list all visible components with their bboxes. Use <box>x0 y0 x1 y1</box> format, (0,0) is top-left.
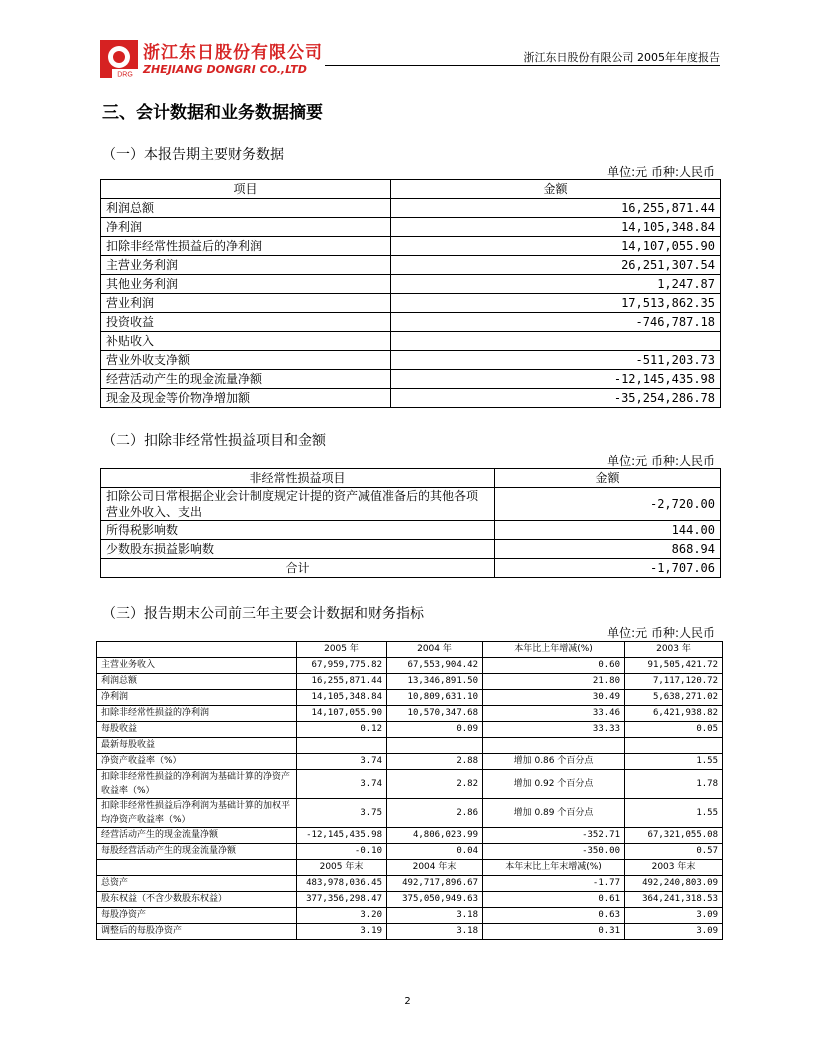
table-row <box>97 722 723 738</box>
row-label: 扣除非经常性损益后的净利润 <box>101 237 391 256</box>
row-label: 净资产收益率（%） <box>97 754 297 770</box>
row-value: 3.74 <box>297 770 387 799</box>
main-financial-table <box>100 179 721 408</box>
table-row <box>97 876 723 892</box>
report-title: 浙江东日股份有限公司 2005年年度报告 <box>523 51 720 64</box>
row-value: 375,050,949.63 <box>387 892 483 908</box>
row-value: 492,717,896.67 <box>387 876 483 892</box>
row-value: -352.71 <box>483 828 625 844</box>
row-label: 利润总额 <box>97 674 297 690</box>
header-cell: 2003 年末 <box>625 860 723 876</box>
header-cell: 2004 年末 <box>387 860 483 876</box>
table-row <box>101 294 721 313</box>
row-value: -350.00 <box>483 844 625 860</box>
table-row <box>101 256 721 275</box>
row-amount: -2,720.00 <box>495 488 721 521</box>
table-row <box>101 351 721 370</box>
table-row <box>101 237 721 256</box>
part2-title: （二）扣除非经常性损益项目和金额 <box>102 433 326 449</box>
row-value: 3.75 <box>297 799 387 828</box>
table-row <box>97 770 723 799</box>
table-header-row <box>101 180 721 199</box>
header-amount: 金额 <box>495 469 721 488</box>
row-value: -12,145,435.98 <box>297 828 387 844</box>
header-cell: 2004 年 <box>387 642 483 658</box>
part1-unit: 单位:元 币种:人民币 <box>607 165 715 179</box>
row-value: 3.20 <box>297 908 387 924</box>
row-value: 3.74 <box>297 754 387 770</box>
row-label: 经营活动产生的现金流量净额 <box>97 828 297 844</box>
table-row <box>97 738 723 754</box>
table-header-row <box>101 469 721 488</box>
table-row <box>101 488 721 521</box>
row-value: 14,107,055.90 <box>297 706 387 722</box>
header-divider <box>325 65 720 66</box>
table-row <box>97 892 723 908</box>
table-row <box>101 275 721 294</box>
row-value: 6,421,938.82 <box>625 706 723 722</box>
row-value: 5,638,271.02 <box>625 690 723 706</box>
row-amount: -511,203.73 <box>391 351 721 370</box>
total-amount: -1,707.06 <box>495 559 721 578</box>
part1-title: （一）本报告期主要财务数据 <box>102 147 284 163</box>
row-value: 14,105,348.84 <box>297 690 387 706</box>
page-header <box>100 36 720 80</box>
row-value: 0.63 <box>483 908 625 924</box>
row-value <box>297 738 387 754</box>
row-value: 2.86 <box>387 799 483 828</box>
row-value: 0.04 <box>387 844 483 860</box>
row-amount: 16,255,871.44 <box>391 199 721 218</box>
row-value: 0.31 <box>483 924 625 940</box>
row-value: 0.57 <box>625 844 723 860</box>
table-row <box>101 370 721 389</box>
row-value: 10,809,631.10 <box>387 690 483 706</box>
company-logo-icon <box>100 40 138 78</box>
table-row <box>101 218 721 237</box>
row-value: 1.78 <box>625 770 723 799</box>
row-value: 3.19 <box>297 924 387 940</box>
row-amount: 17,513,862.35 <box>391 294 721 313</box>
row-label: 利润总额 <box>101 199 391 218</box>
row-value: 10,570,347.68 <box>387 706 483 722</box>
row-label: 少数股东损益影响数 <box>101 540 495 559</box>
row-label: 投资收益 <box>101 313 391 332</box>
row-label: 经营活动产生的现金流量净额 <box>101 370 391 389</box>
row-amount: -35,254,286.78 <box>391 389 721 408</box>
part3-unit: 单位:元 币种:人民币 <box>607 626 715 640</box>
table-row <box>101 540 721 559</box>
row-value <box>483 738 625 754</box>
header-amount: 金额 <box>391 180 721 199</box>
row-value: 492,240,803.09 <box>625 876 723 892</box>
logo-mark-text: DRG <box>117 71 133 78</box>
row-label: 其他业务利润 <box>101 275 391 294</box>
row-label: 扣除非经常性损益后净利润为基础计算的加权平均净资产收益率（%） <box>97 799 297 828</box>
header-cell <box>97 642 297 658</box>
table-row <box>97 828 723 844</box>
row-value: 33.46 <box>483 706 625 722</box>
header-cell: 2005 年 <box>297 642 387 658</box>
row-value: 3.18 <box>387 908 483 924</box>
row-label: 每股经营活动产生的现金流量净额 <box>97 844 297 860</box>
row-value: 13,346,891.50 <box>387 674 483 690</box>
row-amount: -12,145,435.98 <box>391 370 721 389</box>
row-label: 主营业务收入 <box>97 658 297 674</box>
row-label: 补贴收入 <box>101 332 391 351</box>
part3-title: （三）报告期末公司前三年主要会计数据和财务指标 <box>102 606 424 622</box>
row-value: 364,241,318.53 <box>625 892 723 908</box>
row-value: 3.09 <box>625 908 723 924</box>
table-row <box>101 313 721 332</box>
row-value: 21.80 <box>483 674 625 690</box>
row-value: 增加 0.89 个百分点 <box>483 799 625 828</box>
row-value: 0.60 <box>483 658 625 674</box>
table-row <box>101 389 721 408</box>
row-value: 67,321,055.08 <box>625 828 723 844</box>
row-label: 股东权益（不含少数股东权益） <box>97 892 297 908</box>
row-value: -0.10 <box>297 844 387 860</box>
row-value: 33.33 <box>483 722 625 738</box>
row-value <box>625 738 723 754</box>
row-label: 总资产 <box>97 876 297 892</box>
row-label: 扣除非经常性损益的净利润 <box>97 706 297 722</box>
row-value: 增加 0.92 个百分点 <box>483 770 625 799</box>
row-value <box>387 738 483 754</box>
row-amount: 144.00 <box>495 521 721 540</box>
row-value: 2.88 <box>387 754 483 770</box>
table-row <box>97 690 723 706</box>
table-total-row <box>101 559 721 578</box>
table-row <box>101 199 721 218</box>
company-name-cn: 浙江东日股份有限公司 <box>143 43 323 63</box>
row-label: 每股收益 <box>97 722 297 738</box>
row-amount <box>391 332 721 351</box>
table-row <box>97 908 723 924</box>
table-row <box>97 924 723 940</box>
row-value: 3.09 <box>625 924 723 940</box>
row-value: 91,505,421.72 <box>625 658 723 674</box>
header-cell: 本年末比上年末增减(%) <box>483 860 625 876</box>
table-row <box>97 658 723 674</box>
row-value: -1.77 <box>483 876 625 892</box>
row-label: 所得税影响数 <box>101 521 495 540</box>
header-cell: 2003 年 <box>625 642 723 658</box>
part2-unit: 单位:元 币种:人民币 <box>607 454 715 468</box>
row-value: 2.82 <box>387 770 483 799</box>
row-value: 4,806,023.99 <box>387 828 483 844</box>
row-amount: 14,105,348.84 <box>391 218 721 237</box>
row-value: 30.49 <box>483 690 625 706</box>
row-value: 7,117,120.72 <box>625 674 723 690</box>
row-value: 483,978,036.45 <box>297 876 387 892</box>
row-label: 最新每股收益 <box>97 738 297 754</box>
table-row <box>101 521 721 540</box>
row-value: 67,959,775.82 <box>297 658 387 674</box>
row-label: 调整后的每股净资产 <box>97 924 297 940</box>
header-item: 项目 <box>101 180 391 199</box>
table-header-row <box>97 642 723 658</box>
header-cell <box>97 860 297 876</box>
row-label: 净利润 <box>97 690 297 706</box>
row-amount: 868.94 <box>495 540 721 559</box>
table-header-row <box>97 860 723 876</box>
row-value: 0.05 <box>625 722 723 738</box>
table-row <box>97 844 723 860</box>
row-value: 0.61 <box>483 892 625 908</box>
row-value: 1.55 <box>625 799 723 828</box>
table-row <box>97 754 723 770</box>
non-recurring-items-table <box>100 468 721 578</box>
table-row <box>97 799 723 828</box>
row-amount: 26,251,307.54 <box>391 256 721 275</box>
row-value: 0.09 <box>387 722 483 738</box>
row-label: 扣除非经常性损益的净利润为基础计算的净资产收益率（%） <box>97 770 297 799</box>
row-label: 净利润 <box>101 218 391 237</box>
table-row <box>101 332 721 351</box>
header-cell: 本年比上年增减(%) <box>483 642 625 658</box>
row-label: 主营业务利润 <box>101 256 391 275</box>
row-value: 3.18 <box>387 924 483 940</box>
header-cell: 2005 年末 <box>297 860 387 876</box>
row-label: 现金及现金等价物净增加额 <box>101 389 391 408</box>
row-amount: 1,247.87 <box>391 275 721 294</box>
company-name-en: ZHEJIANG DONGRI CO.,LTD <box>143 63 307 76</box>
row-label: 营业利润 <box>101 294 391 313</box>
table-row <box>97 674 723 690</box>
row-value: 377,356,298.47 <box>297 892 387 908</box>
row-value: 增加 0.86 个百分点 <box>483 754 625 770</box>
row-label: 每股净资产 <box>97 908 297 924</box>
table-row <box>97 706 723 722</box>
row-label: 营业外收支净额 <box>101 351 391 370</box>
row-value: 16,255,871.44 <box>297 674 387 690</box>
row-amount: -746,787.18 <box>391 313 721 332</box>
page-number: 2 <box>404 996 411 1007</box>
row-label: 扣除公司日常根据企业会计制度规定计提的资产减值准备后的其他各项营业外收入、支出 <box>101 488 495 521</box>
section-title: 三、会计数据和业务数据摘要 <box>102 103 323 123</box>
three-year-indicators-table <box>96 641 723 940</box>
total-label: 合计 <box>101 559 495 578</box>
header-item: 非经常性损益项目 <box>101 469 495 488</box>
row-value: 67,553,904.42 <box>387 658 483 674</box>
row-amount: 14,107,055.90 <box>391 237 721 256</box>
row-value: 1.55 <box>625 754 723 770</box>
row-value: 0.12 <box>297 722 387 738</box>
